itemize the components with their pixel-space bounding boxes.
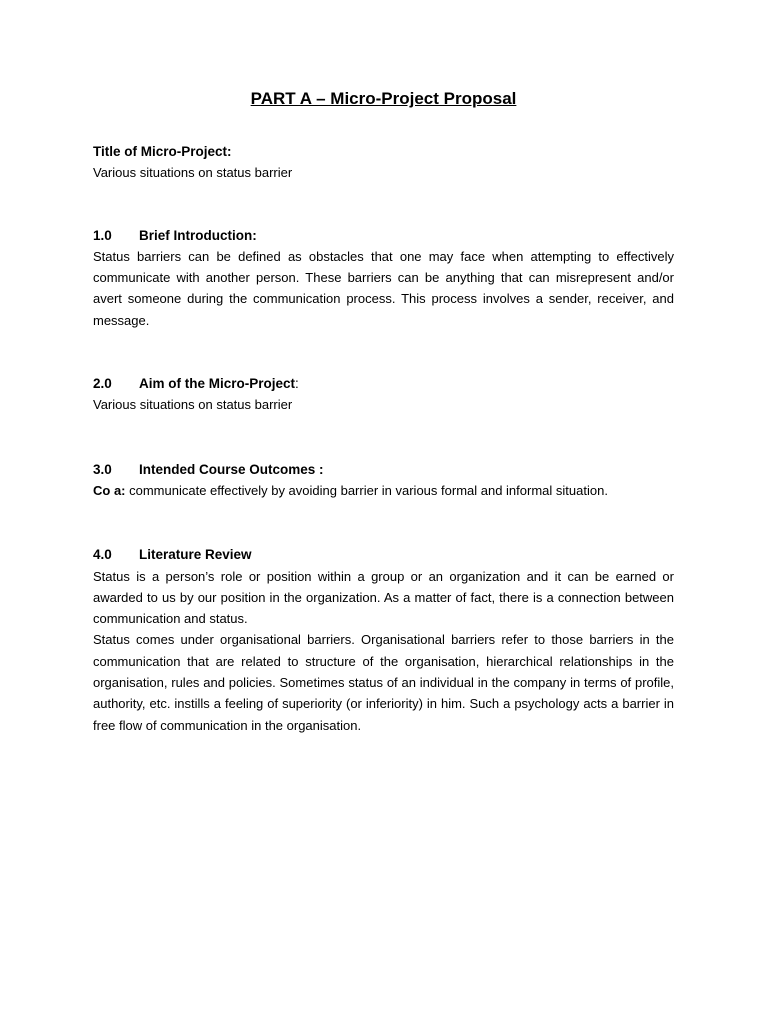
- section-title: Brief Introduction:: [139, 227, 257, 243]
- document-body: [93, 86, 674, 736]
- literature-paragraph-2: Status comes under organisational barriers. Organisational barriers refer to those barriers in the communication that are related to structure of the organisation, hierarchical relationships in the organisation, rules and policies. Sometimes status of an individual in the company in terms of profile, authority, etc. instills a feeling of superiority (or inferiority) in him. Such a psychology acts a barrier in free flow of communication in the organisation.: [93, 632, 674, 733]
- section-heading-aim: [93, 373, 674, 394]
- outcome-label: Co a:: [93, 482, 126, 498]
- section-title: Aim of the Micro-Project:: [139, 376, 299, 392]
- document-title: PART A – Micro-Project Proposal: [250, 89, 517, 108]
- project-title-value: Various situations on status barrier: [93, 165, 293, 181]
- project-title-label: Title of Micro-Project:: [93, 144, 232, 159]
- section-number: 2.0: [93, 376, 112, 392]
- section-heading-outcomes: [93, 459, 674, 480]
- section-heading-introduction: [93, 225, 674, 246]
- outcome-text: communicate effectively by avoiding barrier in various formal and informal situation.: [125, 482, 608, 498]
- section-number: 1.0: [93, 227, 112, 243]
- introduction-paragraph: Status barriers can be defined as obstacles that one may face when attempting to effectively communicate with another person. These barriers can be anything that can misrepresent and/or avert someone during the communication process. This process involves a sender, receiver, and message.: [93, 248, 674, 328]
- section-title: Intended Course Outcomes :: [139, 461, 324, 477]
- section-number: 3.0: [93, 461, 112, 477]
- literature-paragraph-1: Status is a person’s role or position within a group or an organization and it can be earned or awarded to us by our position in the organization. As a matter of fact, there is a connection between communication and status.: [93, 568, 674, 627]
- outcome-line: [93, 480, 674, 501]
- section-title: Literature Review: [139, 547, 252, 563]
- aim-paragraph: Various situations on status barrier: [93, 397, 293, 413]
- section-number: 4.0: [93, 547, 112, 563]
- section-heading-literature: [93, 544, 674, 565]
